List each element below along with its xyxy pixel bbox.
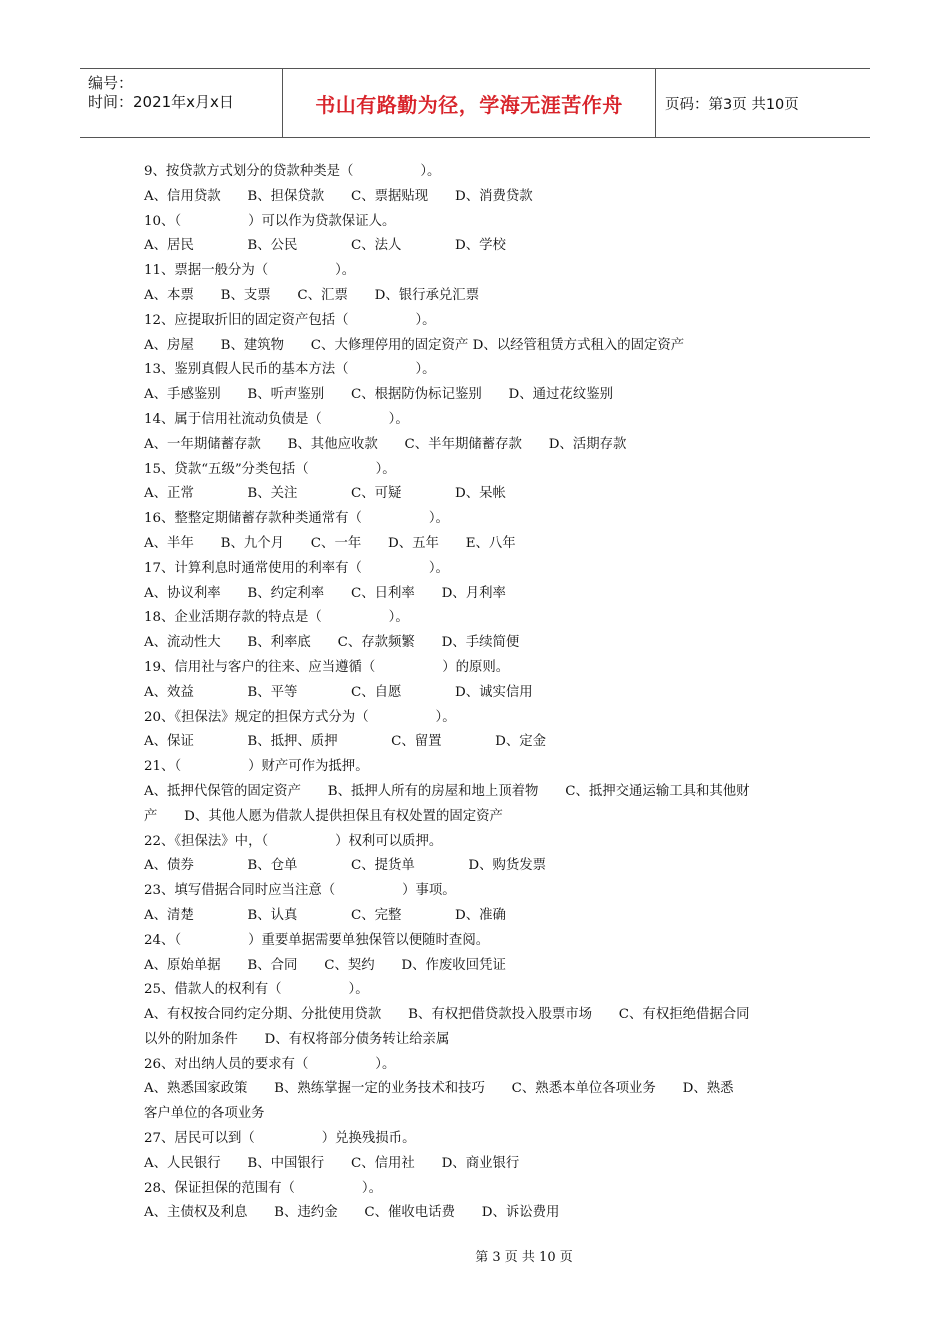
text-line: 24、（ ）重要单据需要单独保管以便随时查阅。 [144,932,490,948]
header-meta [80,69,282,137]
text-line: 22、《担保法》中，（ ）权利可以质押。 [144,833,443,849]
page-code: 页码：第3页 共10页 [665,96,799,113]
number-label: 编号： [88,74,134,92]
text-line: A、一年期储蓄存款 B、其他应收款 C、半年期储蓄存款 D、活期存款 [144,436,627,452]
text-line: 26、对出纳人员的要求有（ ）。 [144,1056,396,1072]
text-line: 12、应提取折旧的固定资产包括（ ）。 [144,312,436,328]
text-line: 28、保证担保的范围有（ ）。 [144,1180,382,1196]
text-line: 17、计算利息时通常使用的利率有（ ）。 [144,560,449,576]
text-line: A、债券 B、仓单 C、提货单 D、购货发票 [144,858,547,874]
text-line: 10、（ ）可以作为贷款保证人。 [144,213,396,229]
text-line: A、保证 B、抵押、质押 C、留置 D、定金 [144,734,547,750]
text-line: A、人民银行 B、中国银行 C、信用社 D、商业银行 [144,1155,520,1171]
footer-page-number: 第 3 页 共 10 页 [475,1250,573,1265]
text-line: 13、鉴别真假人民币的基本方法（ ）。 [144,362,436,378]
text-line: A、原始单据 B、合同 C、契约 D、作废收回凭证 [144,957,506,973]
text-line: 15、贷款“五级”分类包括（ ）。 [144,461,396,477]
text-line: 18、企业活期存款的特点是（ ）。 [144,610,409,626]
page-header [80,68,870,138]
text-line: A、协议利率 B、约定利率 C、日利率 D、月利率 [144,585,506,601]
text-line: 21、（ ）财产可作为抵押。 [144,759,369,775]
text-line: 9、按贷款方式划分的贷款种类是（ ）。 [144,164,441,179]
text-line: A、半年 B、九个月 C、一年 D、五年 E、八年 [144,535,516,551]
page-footer [0,1246,950,1265]
text-line: A、抵押代保管的固定资产 B、抵押人所有的房屋和地上顶着物 C、抵押交通运输工具和其他财 [144,783,750,799]
text-line: A、效益 B、平等 C、自愿 D、诚实信用 [144,684,533,700]
text-line: A、房屋 B、建筑物 C、大修理停用的固定资产 D、以经管租赁方式租入的固定资产 [144,337,685,353]
text-line: A、主债权及利息 B、违约金 C、催收电话费 D、诉讼费用 [144,1205,560,1221]
text-line: A、清楚 B、认真 C、完整 D、准确 [144,907,506,923]
motto: 书山有路勤为径，学海无涯苦作舟 [315,92,623,117]
text-line: 27、居民可以到（ ）兑换残损币。 [144,1131,416,1147]
text-line: 19、信用社与客户的往来、应当遵循（ ）的原则。 [144,659,510,675]
text-line: 14、属于信用社流动负债是（ ）。 [144,411,409,427]
date-label: 时间：2021年x月x日 [88,93,234,111]
text-line: 20、《担保法》规定的担保方式分为（ ）。 [144,709,456,725]
text-line: A、信用贷款 B、担保贷款 C、票据贴现 D、消费贷款 [144,188,533,204]
text-line: 以外的附加条件 D、有权将部分债务转让给亲属 [144,1031,450,1047]
text-line: A、手感鉴别 B、听声鉴别 C、根据防伪标记鉴别 D、通过花纹鉴别 [144,387,613,403]
header-motto-cell [282,69,656,137]
text-line: A、流动性大 B、利率底 C、存款频繁 D、手续简便 [144,635,520,651]
text-line: 23、填写借据合同时应当注意（ ）事项。 [144,883,456,899]
text-line: 客户单位的各项业务 [144,1106,265,1122]
text-line: A、熟悉国家政策 B、熟练掌握一定的业务技术和技巧 C、熟悉本单位各项业务 D、熟悉 [144,1081,734,1097]
text-line: 25、借款人的权利有（ ）。 [144,982,369,998]
text-line: A、本票 B、支票 C、汇票 D、银行承兑汇票 [144,287,480,303]
text-line: A、正常 B、关注 C、可疑 D、呆帐 [144,486,506,502]
text-line: 11、票据一般分为（ ）。 [144,263,356,279]
text-line: A、有权按合同约定分期、分批使用贷款 B、有权把借贷款投入股票市场 C、有权拒绝借据合同 [144,1007,750,1023]
text-line: 16、整整定期储蓄存款种类通常有（ ）。 [144,511,449,527]
text-line: 产 D、其他人愿为借款人提供担保且有权处置的固定资产 [144,808,503,824]
header-page-cell [655,69,870,137]
question-list [144,160,824,1226]
text-line: A、居民 B、公民 C、法人 D、学校 [144,238,506,254]
